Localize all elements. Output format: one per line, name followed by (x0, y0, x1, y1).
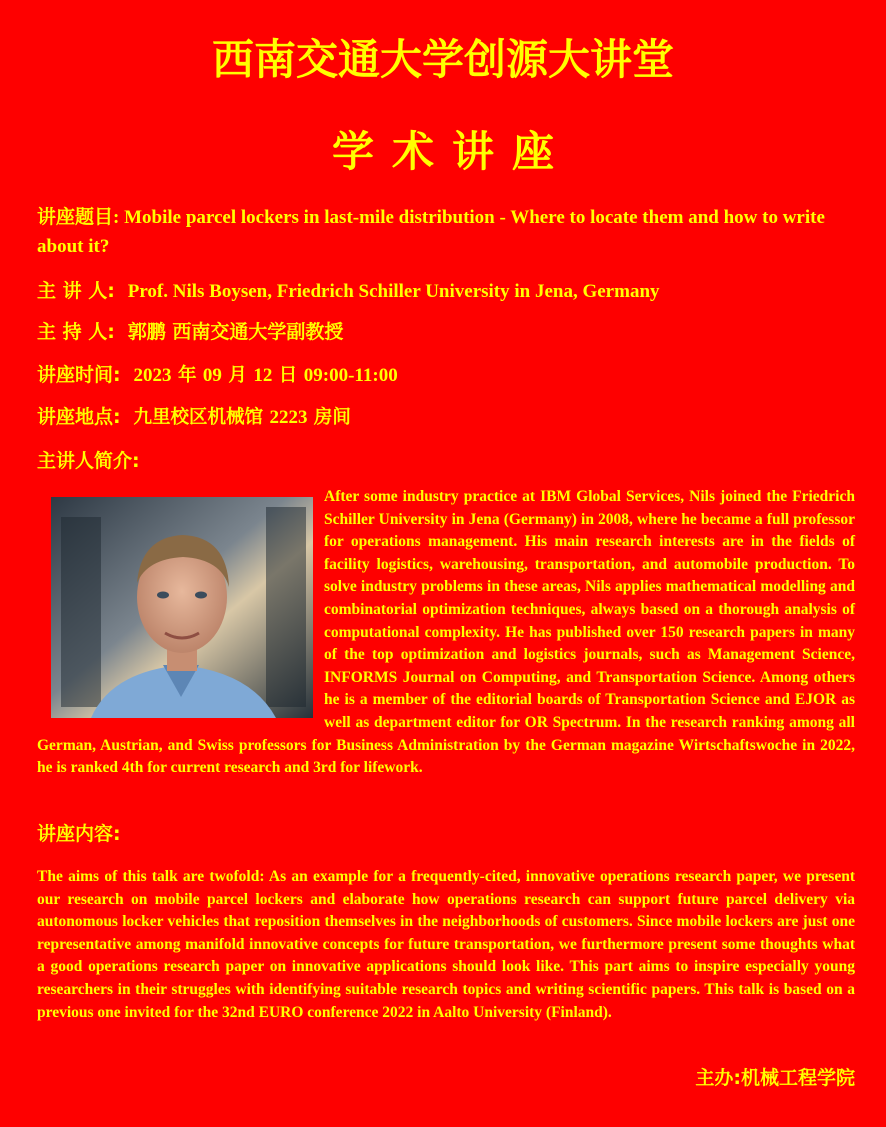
time-day: 12 (253, 365, 273, 386)
place-room: 2223 (269, 407, 308, 428)
place-prefix: 九里校区机械馆 (133, 407, 264, 428)
time-label: 讲座时间: (37, 364, 121, 386)
bio-heading: 主讲人简介: (37, 450, 140, 472)
topic-line (37, 203, 855, 261)
time-line (37, 361, 855, 390)
host-value: 郭鹏 西南交通大学副教授 (127, 321, 344, 343)
place-line (37, 403, 855, 432)
time-month: 09 (202, 365, 222, 386)
place-label: 讲座地点: (37, 406, 121, 428)
page-title: 西南交通大学创源大讲堂 (211, 35, 674, 84)
time-day-unit: 日 (278, 365, 298, 386)
speaker-line (37, 277, 855, 306)
place-suffix: 房间 (313, 407, 351, 428)
topic-value: : Mobile parcel lockers in last-mile distribution - Where to locate them and how to write about it? (37, 207, 825, 257)
bio-text: After some industry practice at IBM Global Services, Nils joined the Friedrich Schiller University in Jena (Germany) in 2008, where he became a full professor for operations management. His main research interests are in the fields of facility logistics, warehousing, transportation, and automobile production. To solve industry problems in these areas, Nils applies mathematical modelling and combinatorial optimization techniques, always based on a thorough analysis of computational complexity. He has published over 150 research papers in many of the top optimization and logistics journals, such as Management Science, INFORMS Journal on Computing, and Transportation Science. Among others he is a member of the editorial boards of Transportation Science and EJOR as well as department editor for OR Spectrum. In the research ranking among all German, Austrian, and Swiss professors for Business Administration by the German magazine Wirtschaftswoche in 2022, he is ranked 4th for current research and 3rd for lifework. (37, 488, 855, 777)
organizer: 主办:机械工程学院 (695, 1067, 855, 1089)
topic-label: 讲座题目 (37, 206, 114, 228)
portrait-photo (51, 497, 313, 718)
speaker-label: 主 讲 人: (37, 280, 115, 302)
time-range: 09:00-11:00 (303, 365, 398, 386)
time-year-unit: 年 (177, 365, 197, 386)
portrait-photo-icon (51, 497, 313, 718)
page-subtitle: 学术讲座 (331, 127, 572, 176)
host-label: 主 持 人: (37, 321, 115, 343)
speaker-value: Prof. Nils Boysen, Friedrich Schiller University in Jena, Germany (127, 281, 660, 302)
host-line (37, 318, 855, 347)
time-month-unit: 月 (228, 365, 247, 386)
bio-section (37, 486, 855, 780)
content-heading: 讲座内容: (37, 823, 121, 845)
time-year: 2023 (133, 365, 172, 386)
content-text: The aims of this talk are twofold: As an example for a frequently-cited, innovative operations research paper, we present our research on mobile parcel lockers and elaborate how operations research can support future parcel delivery via autonomous locker vehicles that reposition themselves in the neighborhoods of customers. Since mobile lockers are just one representative among manifold innovative concepts for future transportation, we furthermore present some thoughts what a good operations research paper on innovative applications should look like. This part aims to inspire especially young researchers in their struggles with identifying suitable research topics and writing scientific papers. This talk is based on a previous one invited for the 32nd EURO conference 2022 in Aalto University (Finland). (37, 868, 855, 1021)
